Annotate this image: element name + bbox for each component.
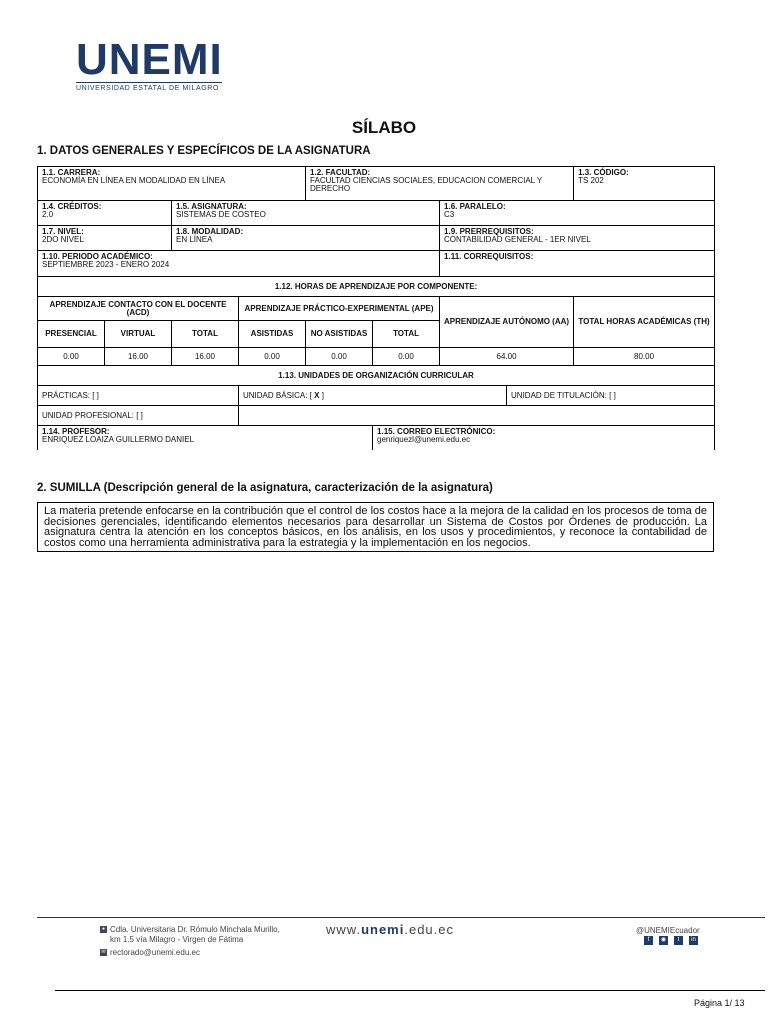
- general-data-table: [37, 166, 715, 450]
- mail-icon: ✉: [101, 949, 106, 956]
- acd-total-value: 16.00: [172, 348, 239, 366]
- presencial-header: PRESENCIAL: [38, 321, 105, 348]
- location-icon: ●: [101, 926, 106, 933]
- aa-header: APRENDIZAJE AUTÓNOMO (AA): [440, 297, 574, 348]
- twitter-icon: t: [674, 936, 683, 945]
- acd-header: APRENDIZAJE CONTACTO CON EL DOCENTE (ACD): [38, 297, 239, 321]
- virtual-header: VIRTUAL: [105, 321, 172, 348]
- no-asistidas-header: NO ASISTIDAS: [306, 321, 373, 348]
- page-number: Página 1/ 13: [694, 998, 745, 1008]
- unidad-basica-mark: X: [314, 390, 320, 400]
- facebook-icon: f: [644, 936, 653, 945]
- page-bottom-divider: [55, 990, 765, 991]
- nivel-cell: 1.7. NIVEL: 2DO NIVEL: [38, 226, 172, 251]
- th-value: 80.00: [574, 348, 715, 366]
- no-asistidas-value: 0.00: [306, 348, 373, 366]
- asignatura-cell: 1.5. ASIGNATURA: SISTEMAS DE COSTEO: [172, 201, 440, 226]
- periodo-cell: 1.10. PERIODO ACADÉMICO: SEPTIEMBRE 2023 - ENERO 2024: [38, 251, 440, 277]
- linkedin-icon: in: [689, 936, 698, 945]
- presencial-value: 0.00: [38, 348, 105, 366]
- codigo-cell: 1.3. CÓDIGO: TS 202: [574, 167, 715, 201]
- section-2-heading: 2. SUMILLA (Descripción general de la asignatura, caracterización de la asignatura): [37, 482, 493, 494]
- asistidas-header: ASISTIDAS: [239, 321, 306, 348]
- practicas-cell: PRÁCTICAS: [ ]: [38, 386, 239, 406]
- paralelo-cell: 1.6. PARALELO: C3: [440, 201, 715, 226]
- creditos-cell: 1.4. CRÉDITOS: 2.0: [38, 201, 172, 226]
- section-1-heading: 1. DATOS GENERALES Y ESPECÍFICOS DE LA ASIGNATURA: [37, 145, 371, 157]
- footer-address: ● Cdla. Universitaria Dr. Rómulo Minchala Murillo, km 1.5 vía Milagro - Virgen de Fátima: [101, 925, 280, 944]
- document-title: SÍLABO: [351, 118, 417, 137]
- footer-divider: [37, 917, 765, 918]
- correo-cell: 1.15. CORREO ELECTRÓNICO: genriquezl@unemi.edu.ec: [373, 426, 715, 450]
- footer-website: www.unemi.edu.ec: [326, 922, 455, 937]
- asistidas-value: 0.00: [239, 348, 306, 366]
- modalidad-cell: 1.8. MODALIDAD: EN LÍNEA: [172, 226, 440, 251]
- acd-total-header: TOTAL: [172, 321, 239, 348]
- unidades-heading: 1.13. UNIDADES DE ORGANIZACIÓN CURRICULAR: [38, 366, 715, 386]
- footer-social-handle: @UNEMIEcuador: [636, 926, 700, 935]
- th-header: TOTAL HORAS ACADÉMICAS (TH): [574, 297, 715, 348]
- prerrequisitos-cell: 1.9. PRERREQUISITOS: CONTABILIDAD GENERAL - 1ER NIVEL: [440, 226, 715, 251]
- sumilla-text: La materia pretende enfocarse en la contribución que el control de los costos hace a la mejora de la calidad en los procesos de toma de decisiones gerenciales, identificando elementos necesarios para desarrollar un Sistema de Costos por Órdenes de producción. La asignatura centra la atención en los conceptos básicos, en los análisis, en los usos y procedimientos, y reconoce la contabilidad de costos como una herramienta administrativa para la estrategia y la implementación en los negocios.: [37, 502, 714, 552]
- carrera-cell: 1.1. CARRERA: ECONOMÍA EN LÍNEA EN MODALIDAD EN LÍNEA: [38, 167, 306, 201]
- instagram-icon: ◉: [660, 937, 667, 943]
- footer-email: ✉ rectorado@unemi.edu.ec: [101, 948, 200, 957]
- horas-heading: 1.12. HORAS DE APRENDIZAJE POR COMPONENTE:: [38, 277, 715, 297]
- profesional-cell: UNIDAD PROFESIONAL: [ ]: [38, 406, 239, 426]
- facultad-cell: 1.2. FACULTAD: FACULTAD CIENCIAS SOCIALES, EDUCACION COMERCIAL Y DERECHO: [306, 167, 574, 201]
- correquisitos-cell: 1.11. CORREQUISITOS:: [440, 251, 715, 277]
- ape-total-value: 0.00: [373, 348, 440, 366]
- logo-subtitle: UNIVERSIDAD ESTATAL DE MILAGRO: [76, 82, 222, 92]
- unidad-basica-cell: UNIDAD BÁSICA: [ X ]: [239, 386, 507, 406]
- ape-total-header: TOTAL: [373, 321, 440, 348]
- virtual-value: 16.00: [105, 348, 172, 366]
- ape-header: APRENDIZAJE PRÁCTICO-EXPERIMENTAL (APE): [239, 297, 440, 321]
- aa-value: 64.00: [440, 348, 574, 366]
- unemi-logo: [76, 35, 223, 92]
- empty-cell: [239, 406, 715, 426]
- profesor-cell: 1.14. PROFESOR: ENRIQUEZ LOAIZA GUILLERMO DANIEL: [38, 426, 373, 450]
- titulacion-cell: UNIDAD DE TITULACIÓN: [ ]: [507, 386, 715, 406]
- logo-wordmark: UNEMI: [76, 35, 223, 84]
